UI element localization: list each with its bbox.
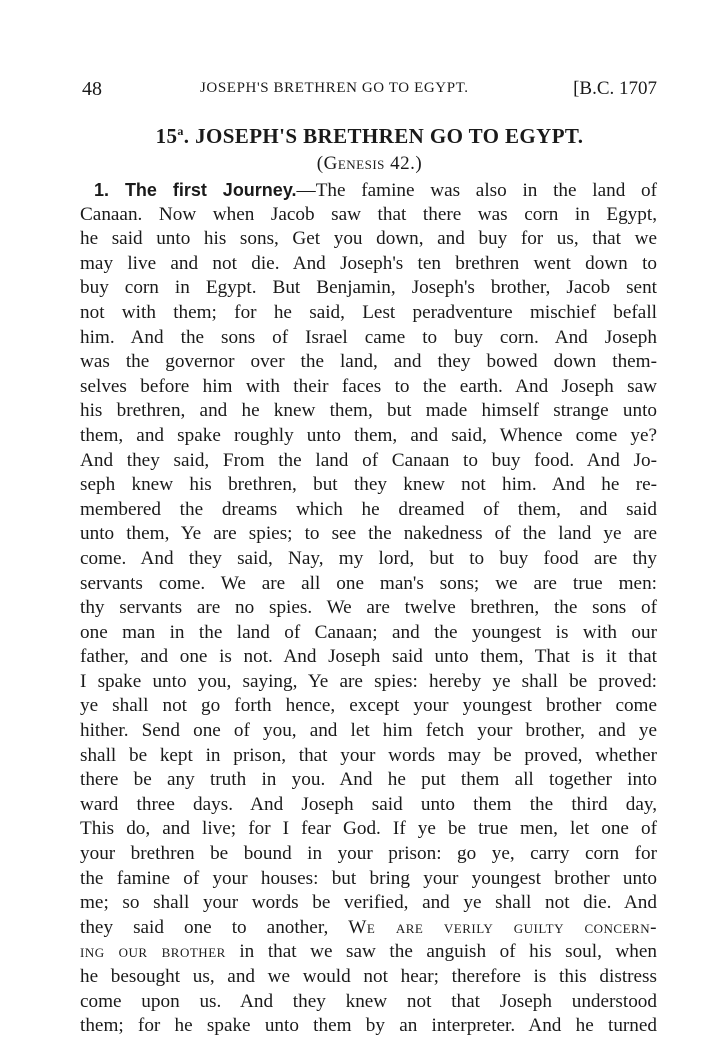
text-line: there be any truth in you. And he put them all together into (80, 769, 657, 791)
text-line: they said one to another, We are verily guilty concern- (80, 916, 657, 938)
scripture-reference: (Genesis 42.) (316, 153, 423, 174)
text-line: his brethren, and he knew them, but made himself strange unto (80, 400, 657, 422)
running-head-date: [B.C. 1707 (573, 78, 657, 99)
text-line: may live and not die. And Joseph's ten brethren went down to (80, 252, 657, 274)
text-line: he said unto his sons, Get you down, and buy for us, that we (80, 228, 657, 250)
text-line: father, and one is not. And Joseph said unto them, That is it that (80, 646, 657, 668)
body-paragraph (80, 178, 657, 1039)
text-line: ward three days. And Joseph said unto them the third day, (80, 793, 657, 815)
text-line: come upon us. And they knew not that Joseph understood (80, 990, 657, 1012)
running-head-title: JOSEPH'S BRETHREN GO TO EGYPT. (200, 80, 469, 96)
text-line: selves before him with their faces to the earth. And Joseph saw (80, 375, 657, 397)
text-line: This do, and live; for I fear God. If ye be true men, let one of (80, 818, 657, 840)
smallcaps-emphasis: We are verily guilty concern- (348, 916, 657, 938)
text-line: me; so shall your words be verified, and ye shall not die. And (80, 892, 657, 914)
text-line: And they said, From the land of Canaan to buy food. And Jo- (80, 449, 657, 471)
text-line: 1. The first Journey.—The famine was also in the land of (94, 180, 657, 201)
text-line: him. And the sons of Israel came to buy corn. And Joseph (80, 326, 657, 348)
text-line: buy corn in Egypt. But Benjamin, Joseph's brother, Jacob sent (80, 277, 657, 299)
section-number-suffix: a (177, 124, 184, 138)
text-line: the famine of your houses: but bring your youngest brother unto (80, 867, 657, 889)
text-line: your brethren be bound in your prison: go ye, carry corn for (80, 843, 657, 865)
text-line: not with them; for he said, Lest peradventure mischief befall (80, 301, 657, 323)
section-number: 15 (155, 124, 178, 148)
text-line: ye shall not go forth hence, except your youngest brother come (80, 695, 657, 717)
section-title-text: . JOSEPH'S BRETHREN GO TO EGYPT. (183, 124, 584, 148)
text-line: seph knew his brethren, but they knew not him. And he re- (80, 474, 657, 496)
text-line: them; for he spake unto them by an interpreter. And he turned (80, 1015, 657, 1037)
text-line: them, and spake roughly unto them, and said, Whence come ye? (80, 424, 657, 446)
text-line: servants come. We are all one man's sons; we are true men: (80, 572, 657, 594)
page-number: 48 (82, 78, 102, 100)
text-line: hither. Send one of you, and let him fetch your brother, and ye (80, 720, 657, 742)
text-line: thy servants are no spies. We are twelve brethren, the sons of (80, 597, 657, 619)
text-line: he besought us, and we would not hear; therefore is this distress (80, 966, 657, 987)
text-line: ing our brother in that we saw the anguish of his soul, when (80, 941, 657, 963)
smallcaps-emphasis: ing our brother (80, 941, 226, 963)
paragraph-lead: 1. The first Journey. (94, 180, 297, 200)
text-line: Canaan. Now when Jacob saw that there was corn in Egypt, (80, 203, 657, 225)
text-line: unto them, Ye are spies; to see the nakedness of the land ye are (80, 523, 657, 545)
section-title (82, 124, 657, 149)
text-line: was the governor over the land, and they bowed down them- (80, 351, 657, 373)
text-line: come. And they said, Nay, my lord, but to buy food are thy (80, 547, 657, 569)
text-line: one man in the land of Canaan; and the youngest is with our (80, 621, 657, 643)
running-head (82, 78, 657, 104)
text-line: membered the dreams which he dreamed of them, and said (80, 498, 657, 520)
text-line: I spake unto you, saying, Ye are spies: hereby ye shall be proved: (80, 670, 657, 692)
text-line: shall be kept in prison, that your words may be proved, whether (80, 744, 657, 766)
